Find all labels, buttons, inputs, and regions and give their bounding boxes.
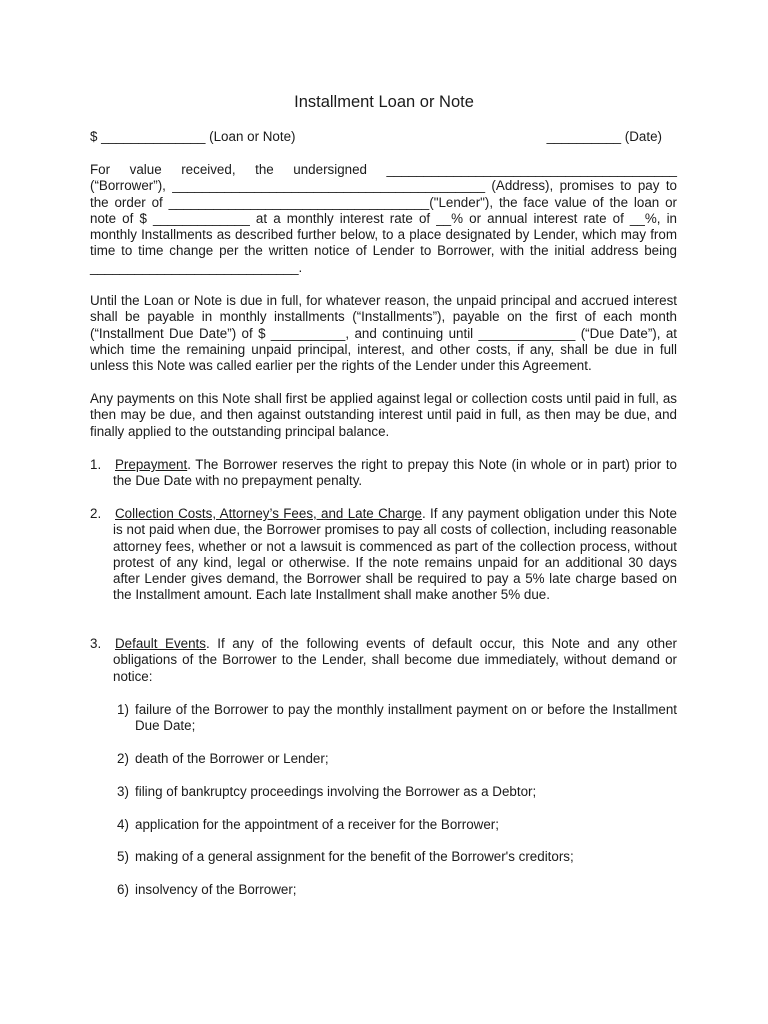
document-title: Installment Loan or Note <box>294 93 474 111</box>
clause-number: 1. <box>90 457 102 472</box>
paragraph-payment-application: Any payments on this Note shall first be applied against legal or collection costs until paid in full, as then may be due, and then against outstanding interest until paid in full, as then may be due, and finally applied to the outstanding principal balance. <box>90 391 677 439</box>
default-event-number: 6) <box>117 882 129 897</box>
default-event-text: insolvency of the Borrower; <box>135 882 297 897</box>
clause-text: . The Borrower reserves the right to prepay this Note (in whole or in part) prior to the Due Date with no prepayment penalty. <box>113 457 677 489</box>
default-event-text: filing of bankruptcy proceedings involving the Borrower as a Debtor; <box>135 784 537 799</box>
clause-collection-costs <box>90 506 677 604</box>
default-event-number: 4) <box>117 817 129 832</box>
default-event-text: making of a general assignment for the benefit of the Borrower's creditors; <box>135 849 574 864</box>
clause-heading: Collection Costs, Attorney’s Fees, and Late Charge <box>115 506 422 521</box>
default-event-number: 2) <box>117 751 129 766</box>
clause-default-events <box>90 636 677 685</box>
default-event-number: 5) <box>117 849 129 864</box>
default-event-number: 1) <box>117 702 129 717</box>
clause-heading: Default Events <box>115 636 206 651</box>
default-event-text: failure of the Borrower to pay the monthly installment payment on or before the Installment Due Date; <box>135 702 677 734</box>
loan-amount-field: $ ______________ (Loan or Note) <box>90 129 296 144</box>
default-event-item <box>117 702 677 735</box>
default-event-item <box>117 751 677 767</box>
default-event-text: death of the Borrower or Lender; <box>135 751 329 766</box>
default-event-item <box>117 882 677 898</box>
default-event-item <box>117 849 677 865</box>
default-event-item <box>117 784 677 800</box>
paragraph-installments: Until the Loan or Note is due in full, for whatever reason, the unpaid principal and accrued interest shall be payable in monthly installments (“Installments”), payable on the first of each month (“Installment Due Date”) of $ __________, and continuing until _____________ (“Due Date”), at which time the remaining unpaid principal, interest, and other costs, if any, shall be due in full unless this Note was called earlier per the rights of the Lender under this Agreement. <box>90 293 677 374</box>
clause-text: . If any payment obligation under this Note is not paid when due, the Borrower promises to pay all costs of collection, including reasonable attorney fees, whether or not a lawsuit is commenced as part of the collection process, without protest of any kind, legal or otherwise. If the note remains unpaid for an additional 30 days after Lender gives demand, the Borrower shall be required to pay a 5% late charge based on the Installment amount. Each late Installment shall make another 5% due. <box>113 506 677 603</box>
clause-number: 3. <box>90 636 102 651</box>
clause-text: . If any of the following events of default occur, this Note and any other obligations of the Borrower to the Lender, shall become due immediately, without demand or notice: <box>113 636 677 684</box>
default-event-text: application for the appointment of a receiver for the Borrower; <box>135 817 499 832</box>
date-field: __________ (Date) <box>546 129 662 144</box>
default-event-number: 3) <box>117 784 129 799</box>
clause-prepayment <box>90 457 677 490</box>
clause-number: 2. <box>90 506 102 521</box>
paragraph-promise-to-pay: For value received, the undersigned _______________________________________ (“Borrower”), __________________________________________ (Address), promises to pay to the order of ___________________________________("Lender"), the face value of the loan or note of $ _____________ at a monthly interest rate of __% or annual interest rate of __%, in monthly Installments as described further below, to a place designated by Lender, which may from time to time change per the written notice of Lender to Borrower, with the initial address being ____________________________. <box>90 162 677 275</box>
clause-heading: Prepayment <box>115 457 188 472</box>
default-event-item <box>117 817 677 833</box>
